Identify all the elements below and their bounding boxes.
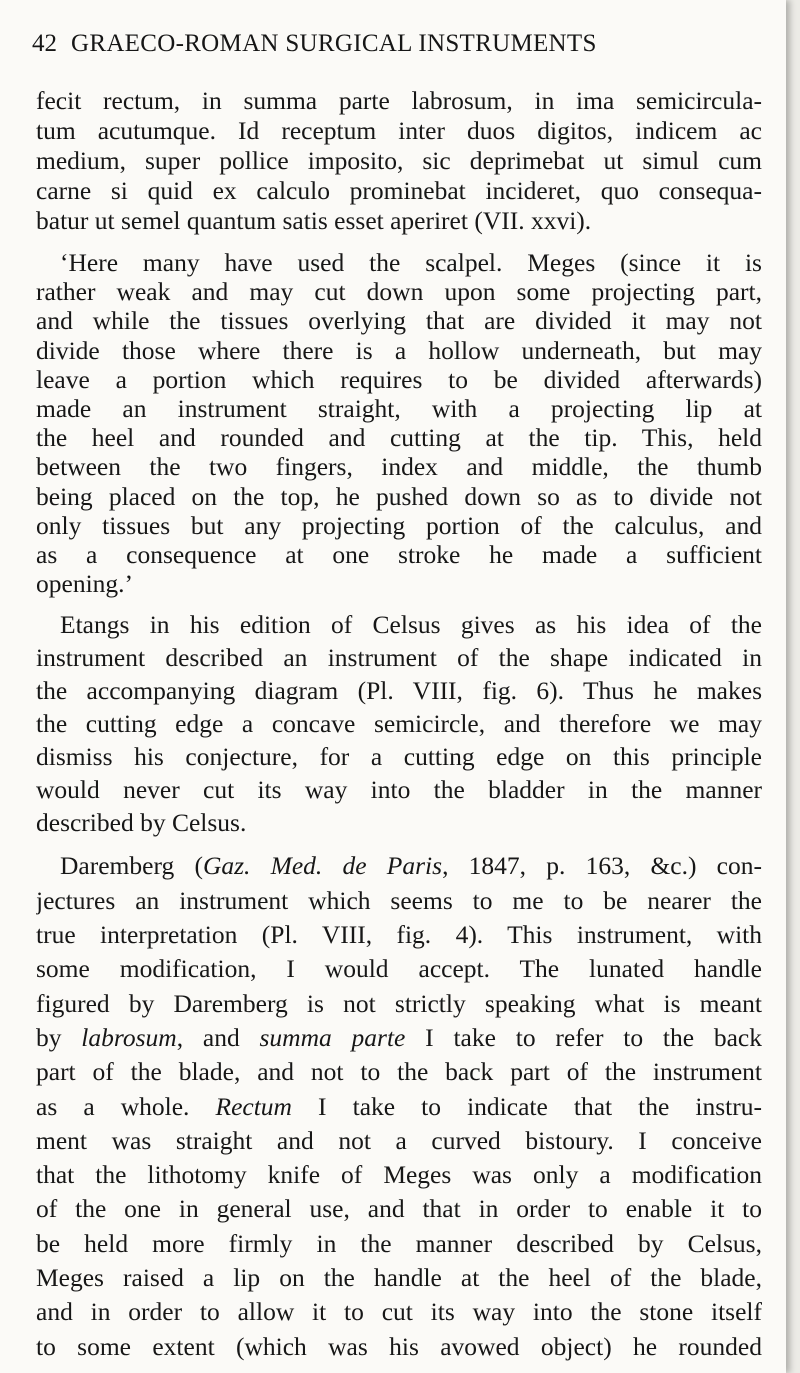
text-line bbox=[36, 1158, 762, 1192]
daremberg-paragraph bbox=[36, 849, 762, 1363]
text-line bbox=[36, 1261, 762, 1295]
text-line bbox=[36, 1295, 762, 1329]
text-line: as a consequence at one stroke he made a sufficient bbox=[36, 539, 762, 569]
text-run: I take to indicate that the instru- bbox=[291, 1091, 762, 1121]
text-line: Etangs in his edition of Celsus gives as his idea of the bbox=[60, 610, 762, 640]
text-line: fecit rectum, in summa parte labrosum, in ima semicircula- bbox=[36, 86, 762, 115]
text-run: figured by Daremberg is not strictly speaking what is meant bbox=[36, 988, 762, 1018]
text-line bbox=[36, 849, 762, 883]
text-run: of the one in general use, and that in order to enable it to bbox=[36, 1194, 762, 1224]
text-run: , 1847, p. 163, &c.) con- bbox=[442, 851, 762, 881]
text-run: and in order to allow it to cut its way into the stone itself bbox=[36, 1297, 762, 1327]
text-line bbox=[36, 1227, 762, 1261]
text-line: dismiss his conjecture, for a cutting edge on this principle bbox=[36, 741, 762, 771]
text-line bbox=[36, 952, 762, 986]
text-line: the heel and rounded and cutting at the tip. This, held bbox=[36, 423, 762, 453]
text-line: instrument described an instrument of the shape indicated in bbox=[36, 643, 762, 673]
text-line bbox=[36, 884, 762, 918]
text-run: some modification, I would accept. The lunated handle bbox=[36, 954, 762, 984]
text-line bbox=[36, 1055, 762, 1089]
text-line: made an instrument straight, with a projecting lip at bbox=[36, 393, 762, 423]
page-number: 42 bbox=[32, 30, 57, 57]
text-line: ‘Here many have used the scalpel. Meges (since it is bbox=[60, 248, 762, 277]
running-title: GRAECO-ROMAN SURGICAL INSTRUMENTS bbox=[71, 30, 597, 57]
text-run: I take to refer to the back bbox=[405, 1022, 762, 1052]
page-header bbox=[32, 30, 752, 58]
translation-paragraph bbox=[36, 248, 762, 598]
text-run: Daremberg ( bbox=[60, 851, 203, 881]
italic-text: Gaz. Med. de Paris bbox=[202, 851, 443, 881]
text-line: described by Celsus. bbox=[36, 807, 247, 837]
text-line: between the two fingers, index and middle, the thumb bbox=[36, 452, 762, 482]
text-run: be held more firmly in the manner described by Celsus, bbox=[36, 1228, 762, 1258]
text-line: rather weak and may cut down upon some projecting part, bbox=[36, 277, 762, 307]
text-line: the accompanying diagram (Pl. VIII, fig. 6). Thus he makes bbox=[36, 676, 762, 706]
text-line: divide those where there is a hollow underneath, but may bbox=[36, 335, 762, 365]
text-run: Meges raised a lip on the handle at the heel of the blade, bbox=[36, 1263, 762, 1293]
text-line bbox=[36, 1090, 762, 1124]
text-run: part of the blade, and not to the back part of the instrument bbox=[36, 1057, 762, 1087]
text-line bbox=[36, 1124, 762, 1158]
text-run: as a whole. bbox=[36, 1091, 216, 1121]
text-run: to some extent (which was his avowed object) he rounded bbox=[36, 1331, 762, 1361]
text-line: leave a portion which requires to be divided afterwards) bbox=[36, 364, 762, 394]
text-line: batur ut semel quantum satis esset aperiret (VII. xxvi). bbox=[36, 206, 592, 235]
text-line: carne si quid ex calculo prominebat incideret, quo consequa- bbox=[36, 176, 762, 205]
text-line bbox=[36, 1330, 762, 1364]
body-text bbox=[36, 86, 762, 1364]
text-line: being placed on the top, he pushed down so as to divide not bbox=[36, 481, 762, 511]
text-line: opening.’ bbox=[36, 569, 134, 599]
text-line: medium, super pollice imposito, sic deprimebat ut simul cum bbox=[36, 146, 762, 175]
text-line bbox=[36, 918, 762, 952]
text-line bbox=[36, 1021, 762, 1055]
text-line: tum acutumque. Id receptum inter duos digitos, indicem ac bbox=[36, 116, 762, 145]
latin-quotation-paragraph bbox=[36, 86, 762, 236]
italic-text: labrosum bbox=[81, 1022, 177, 1052]
text-run: that the lithotomy knife of Meges was only a modification bbox=[36, 1160, 762, 1190]
text-line bbox=[36, 987, 762, 1021]
text-line: would never cut its way into the bladder in the manner bbox=[36, 774, 762, 804]
italic-text: Rectum bbox=[215, 1091, 292, 1121]
text-run: by bbox=[36, 1022, 82, 1052]
text-run: true interpretation (Pl. VIII, fig. 4). This instrument, with bbox=[36, 920, 762, 950]
text-line: the cutting edge a concave semicircle, and therefore we may bbox=[36, 708, 762, 738]
text-line bbox=[36, 1192, 762, 1226]
text-line: only tissues but any projecting portion of the calculus, and bbox=[36, 510, 762, 540]
text-line: and while the tissues overlying that are divided it may not bbox=[36, 306, 762, 336]
text-run: ment was straight and not a curved bistoury. I conceive bbox=[36, 1125, 762, 1155]
text-run: , and bbox=[176, 1022, 260, 1052]
text-run: jectures an instrument which seems to me to be nearer the bbox=[36, 885, 762, 915]
italic-text: summa parte bbox=[259, 1022, 406, 1052]
etangs-paragraph bbox=[36, 609, 762, 839]
